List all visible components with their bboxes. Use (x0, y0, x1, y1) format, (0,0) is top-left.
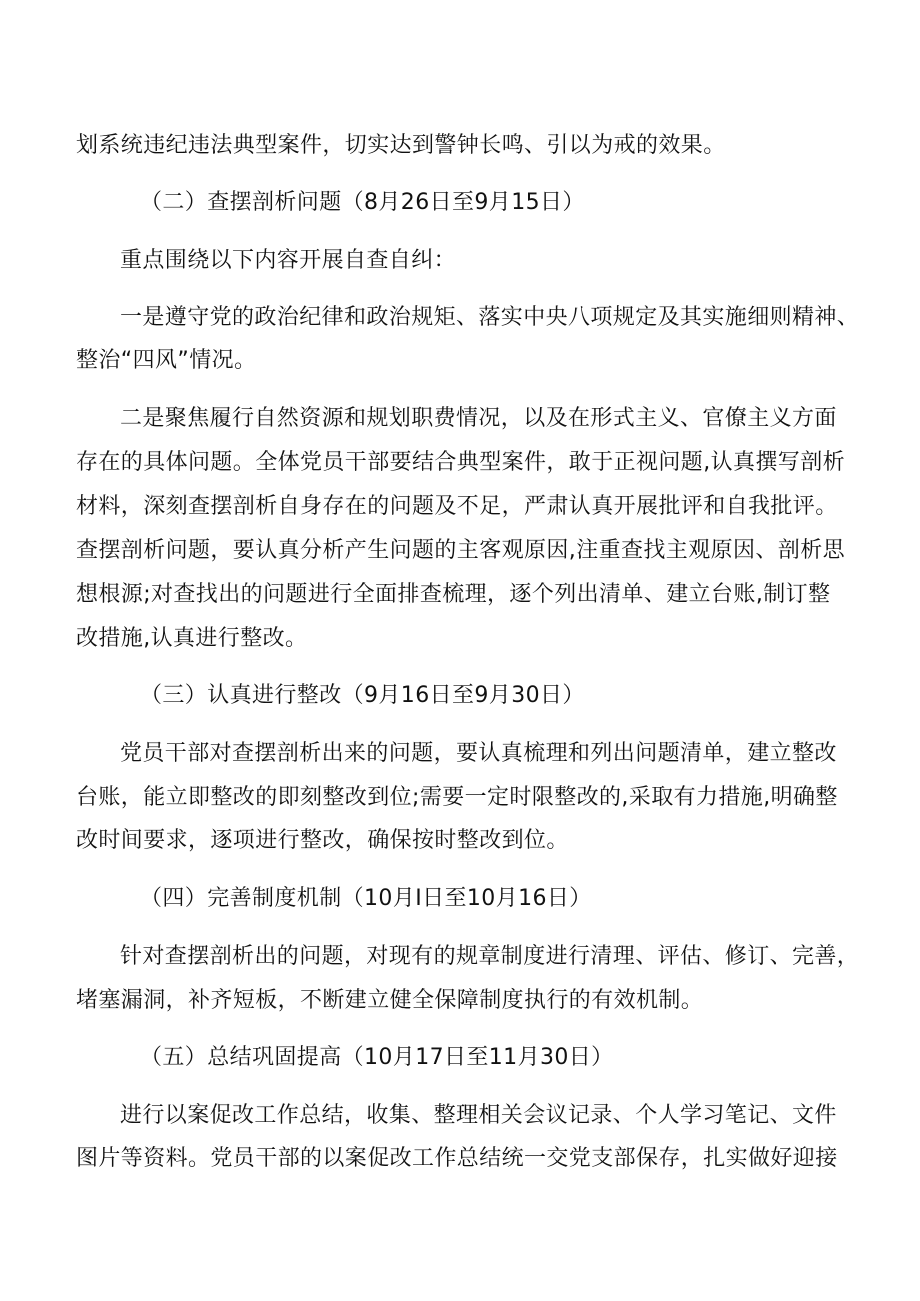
section-heading-4: （四）完善制度机制（10月I日至10月16日） (140, 886, 592, 911)
section-heading-5: （五）总结巩固提高（10月17日至11月30日） (140, 1045, 614, 1070)
body-line-15: 改时间要求，逐项进行整改，确保按时整改到位。 (76, 828, 569, 853)
body-line-5: 整治“四风”情况。 (76, 348, 257, 373)
section-heading-2: （二）查摆剖析问题（8月26日至9月15日） (140, 190, 585, 215)
body-line-3: 重点围绕以下内容开展自查自纠： (120, 248, 457, 273)
body-line-7: 存在的具体问题。全体党员干部要结合典型案件，敢于正视问题,认真撰写剖析 (76, 450, 845, 475)
body-line-20: 进行以案促改工作总结，收集、整理相关会议记录、个人学习笔记、文件 (120, 1103, 837, 1128)
body-line-13: 党员干部对查摆剖析出来的问题，要认真梳理和列出问题清单，建立整改 (120, 741, 837, 766)
body-line-18: 堵塞漏洞，补齐短板，不断建立健全保障制度执行的有效机制。 (76, 988, 704, 1013)
body-line-11: 改措施,认真进行整改。 (76, 626, 308, 651)
section-heading-3: （三）认真进行整改（9月16日至9月30日） (140, 683, 585, 708)
body-line-21: 图片等资料。党员干部的以案促改工作总结统一交党支部保存，扎实做好迎接 (76, 1146, 838, 1171)
body-line-17: 针对查摆剖析出的问题，对现有的规章制度进行清理、评估、修订、完善， (120, 944, 860, 969)
body-line-9: 查摆剖析问题，要认真分析产生问题的主客观原因,注重查找主观原因、剖析思 (76, 538, 845, 563)
body-line-14: 台账，能立即整改的即刻整改到位;需要一定时限整改的,采取有力措施,明确整 (76, 785, 838, 810)
body-line-1: 划系统违纪违法典型案件，切实达到警钟长鸣、引以为戒的效果。 (76, 133, 726, 158)
body-line-4: 一是遵守党的政治纪律和政治规矩、落实中央八项规定及其实施细则精神、 (120, 305, 860, 330)
body-line-6: 二是聚焦履行自然资源和规划职费情况，以及在形式主义、官僚主义方面 (120, 406, 837, 431)
body-line-8: 材料，深刻查摆剖析自身存在的问题及不足，严肃认真开展批评和自我批评。 (76, 494, 838, 519)
body-line-10: 想根源;对查找出的问题进行全面排查梳理，逐个列出清单、建立台账,制订整 (76, 582, 831, 607)
